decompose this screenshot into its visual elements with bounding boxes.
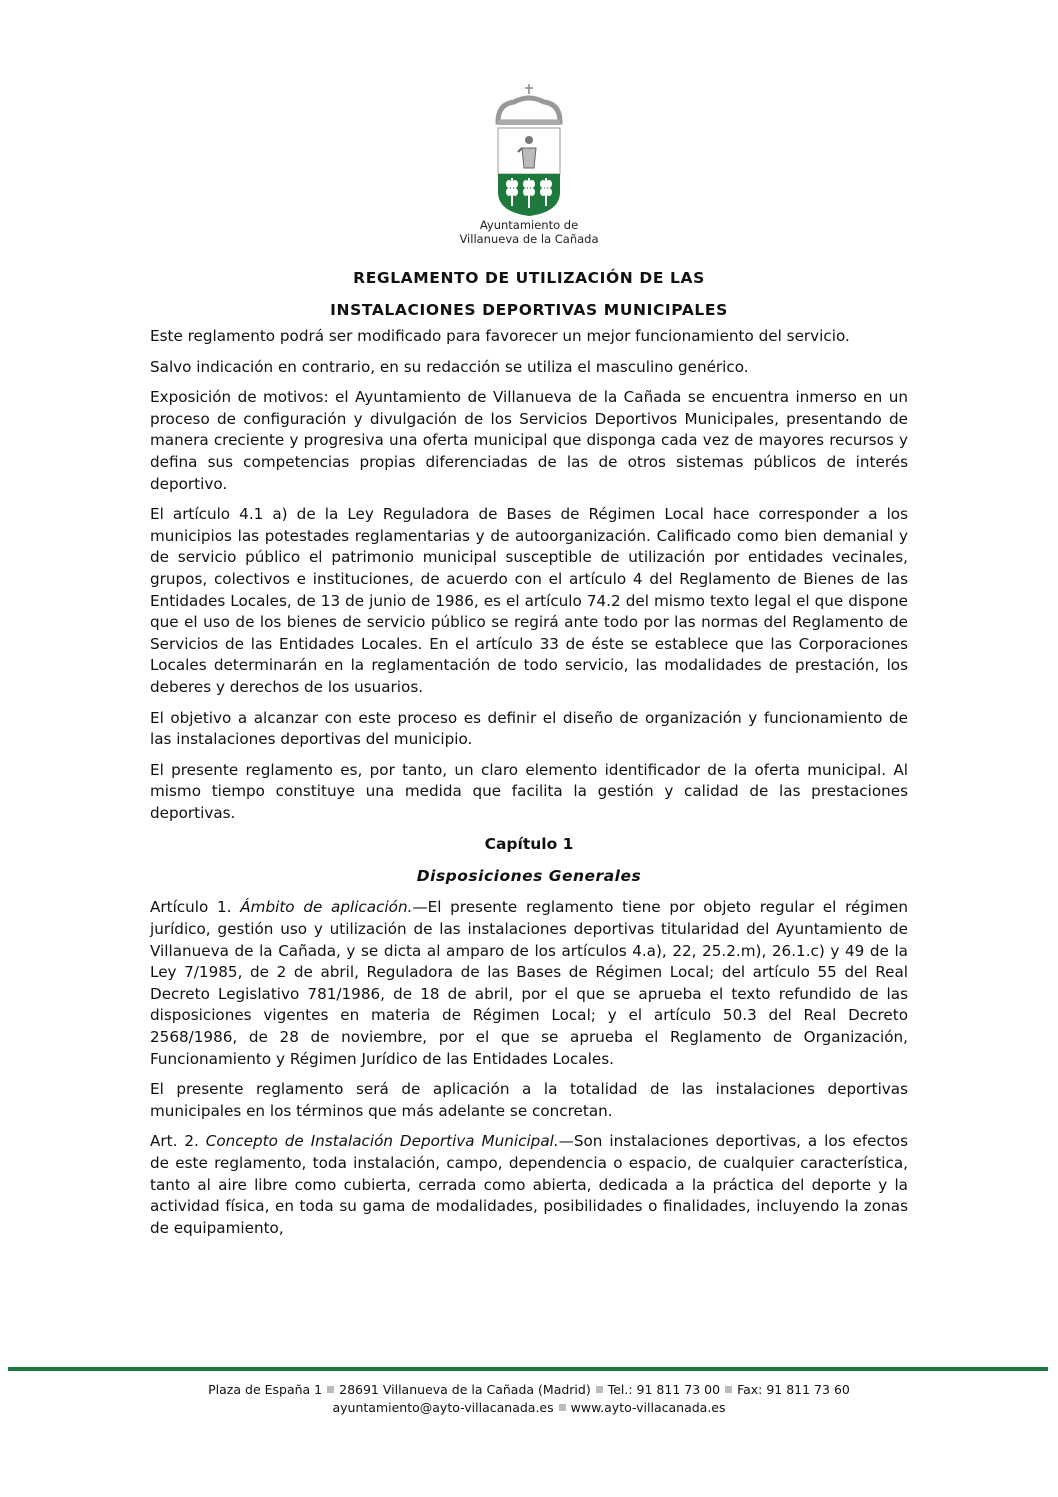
paragraph: Este reglamento podrá ser modificado para favorecer un mejor funcionamiento del servicio.: [150, 327, 850, 345]
footer-email[interactable]: ayuntamiento@ayto-villacanada.es: [332, 1400, 554, 1415]
footer-address: Plaza de España 1: [208, 1382, 323, 1397]
municipal-logo: [454, 82, 604, 258]
footer-line-2: [0, 1399, 1058, 1417]
paragraph: Exposición de motivos: el Ayuntamiento de Villanueva de la Cañada se encuentra inmerso en un proceso de configuración y divulgación de los Servicios Deportivos Municipales, presentando de manera creciente y progresiva una oferta municipal que disponga cada vez de mayores recursos y defina sus competencias propias diferenciadas de las de otros sistemas públicos de interés deportivo.: [150, 388, 908, 493]
footer-divider: [8, 1367, 1048, 1371]
article-2-heading: Concepto de Instalación Deportiva Municipal.: [205, 1132, 559, 1151]
document-title-line-1: REGLAMENTO DE UTILIZACIÓN DE LAS: [353, 269, 705, 287]
logo-line-2: Villanueva de la Cañada: [459, 232, 599, 246]
separator-square-icon: [725, 1386, 732, 1393]
coat-of-arms-icon: [488, 82, 570, 218]
paragraph: El objetivo a alcanzar con este proceso es definir el diseño de organización y funcionamiento de las instalaciones deportivas del municipio.: [150, 708, 908, 749]
article-1: [150, 897, 908, 1070]
paragraph: Salvo indicación en contrario, en su redacción se utiliza el masculino genérico.: [150, 357, 749, 376]
article-1-paragraph-2: El presente reglamento será de aplicación a la totalidad de las instalaciones deportivas municipales en los términos que más adelante se concretan.: [150, 1080, 908, 1120]
footer-line-1: [0, 1381, 1058, 1399]
footer: [0, 1381, 1058, 1417]
footer-fax: Fax: 91 811 73 60: [737, 1382, 850, 1397]
document-body: [150, 262, 908, 1248]
article-2: [150, 1131, 908, 1239]
separator-square-icon: [596, 1386, 603, 1393]
chapter-title: Capítulo 1: [484, 835, 574, 854]
article-1-text: —El presente reglamento tiene por objeto regular el régimen jurídico, gestión uso y utilización de las instalaciones deportivas titularidad del Ayuntamiento de Villanueva de la Cañada, y se dicta al amparo de los artículos 4.a), 22, 25.2.m), 26.1.c) y 49 de la Ley 7/1985, de 2 de abril, Reguladora de las Bases de Régimen Local; del artículo 55 del Real Decreto Legislativo 781/1986, de 18 de abril, por el que se aprueba el texto refundido de las disposiciones vigentes en materia de Régimen Local; y el artículo 50.3 del Real Decreto 2568/1986, de 28 de noviembre, por el que se aprueba el Reglamento de Organización, Funcionamiento y Régimen Jurídico de las Entidades Locales.: [150, 898, 908, 1068]
separator-square-icon: [559, 1404, 566, 1411]
document-title-line-2: INSTALACIONES DEPORTIVAS MUNICIPALES: [330, 301, 728, 319]
chapter-subtitle: Disposiciones Generales: [416, 867, 642, 886]
footer-tel: Tel.: 91 811 73 00: [607, 1382, 721, 1397]
article-1-heading: Ámbito de aplicación.: [240, 898, 413, 917]
article-2-text: —Son instalaciones deportivas, a los efectos de este reglamento, toda instalación, campo, dependencia o espacio, de cualquier característica, tanto al aire libre como cubierta, cerrada como abierta, dedicada a la práctica del deporte y la actividad física, en toda su gama de modalidades, posibilidades o finalidades, incluyendo la zonas de equipamiento,: [150, 1132, 909, 1237]
article-1-label: Artículo 1.: [150, 898, 241, 917]
logo-line-1: Ayuntamiento de: [479, 218, 579, 232]
paragraph: El presente reglamento es, por tanto, un claro elemento identificador de la oferta municipal. Al mismo tiempo constituye una medida que facilita la gestión y calidad de las prestaciones deportivas.: [150, 760, 908, 822]
footer-web[interactable]: www.ayto-villacanada.es: [570, 1400, 726, 1415]
separator-square-icon: [327, 1386, 334, 1393]
paragraph: El artículo 4.1 a) de la Ley Reguladora de Bases de Régimen Local hace corresponder a los municipios las potestades reglamentarias y de autoorganización. Calificado como bien demanial y de servicio público el patrimonio municipal susceptible de utilización por entidades vecinales, grupos, colectivos e instituciones, de acuerdo con el artículo 4 del Reglamento de Bienes de las Entidades Locales, de 13 de junio de 1986, es el artículo 74.2 del mismo texto legal el que dispone que el uso de los bienes de servicio público se regirá ante todo por las normas del Reglamento de Servicios de las Entidades Locales. En el artículo 33 de éste se establece que las Corporaciones Locales determinarán en la reglamentación de todo servicio, las modalidades de prestación, los deberes y derechos de los usuarios.: [150, 505, 908, 696]
footer-city: 28691 Villanueva de la Cañada (Madrid): [339, 1382, 591, 1397]
article-2-label: Art. 2.: [150, 1132, 206, 1151]
